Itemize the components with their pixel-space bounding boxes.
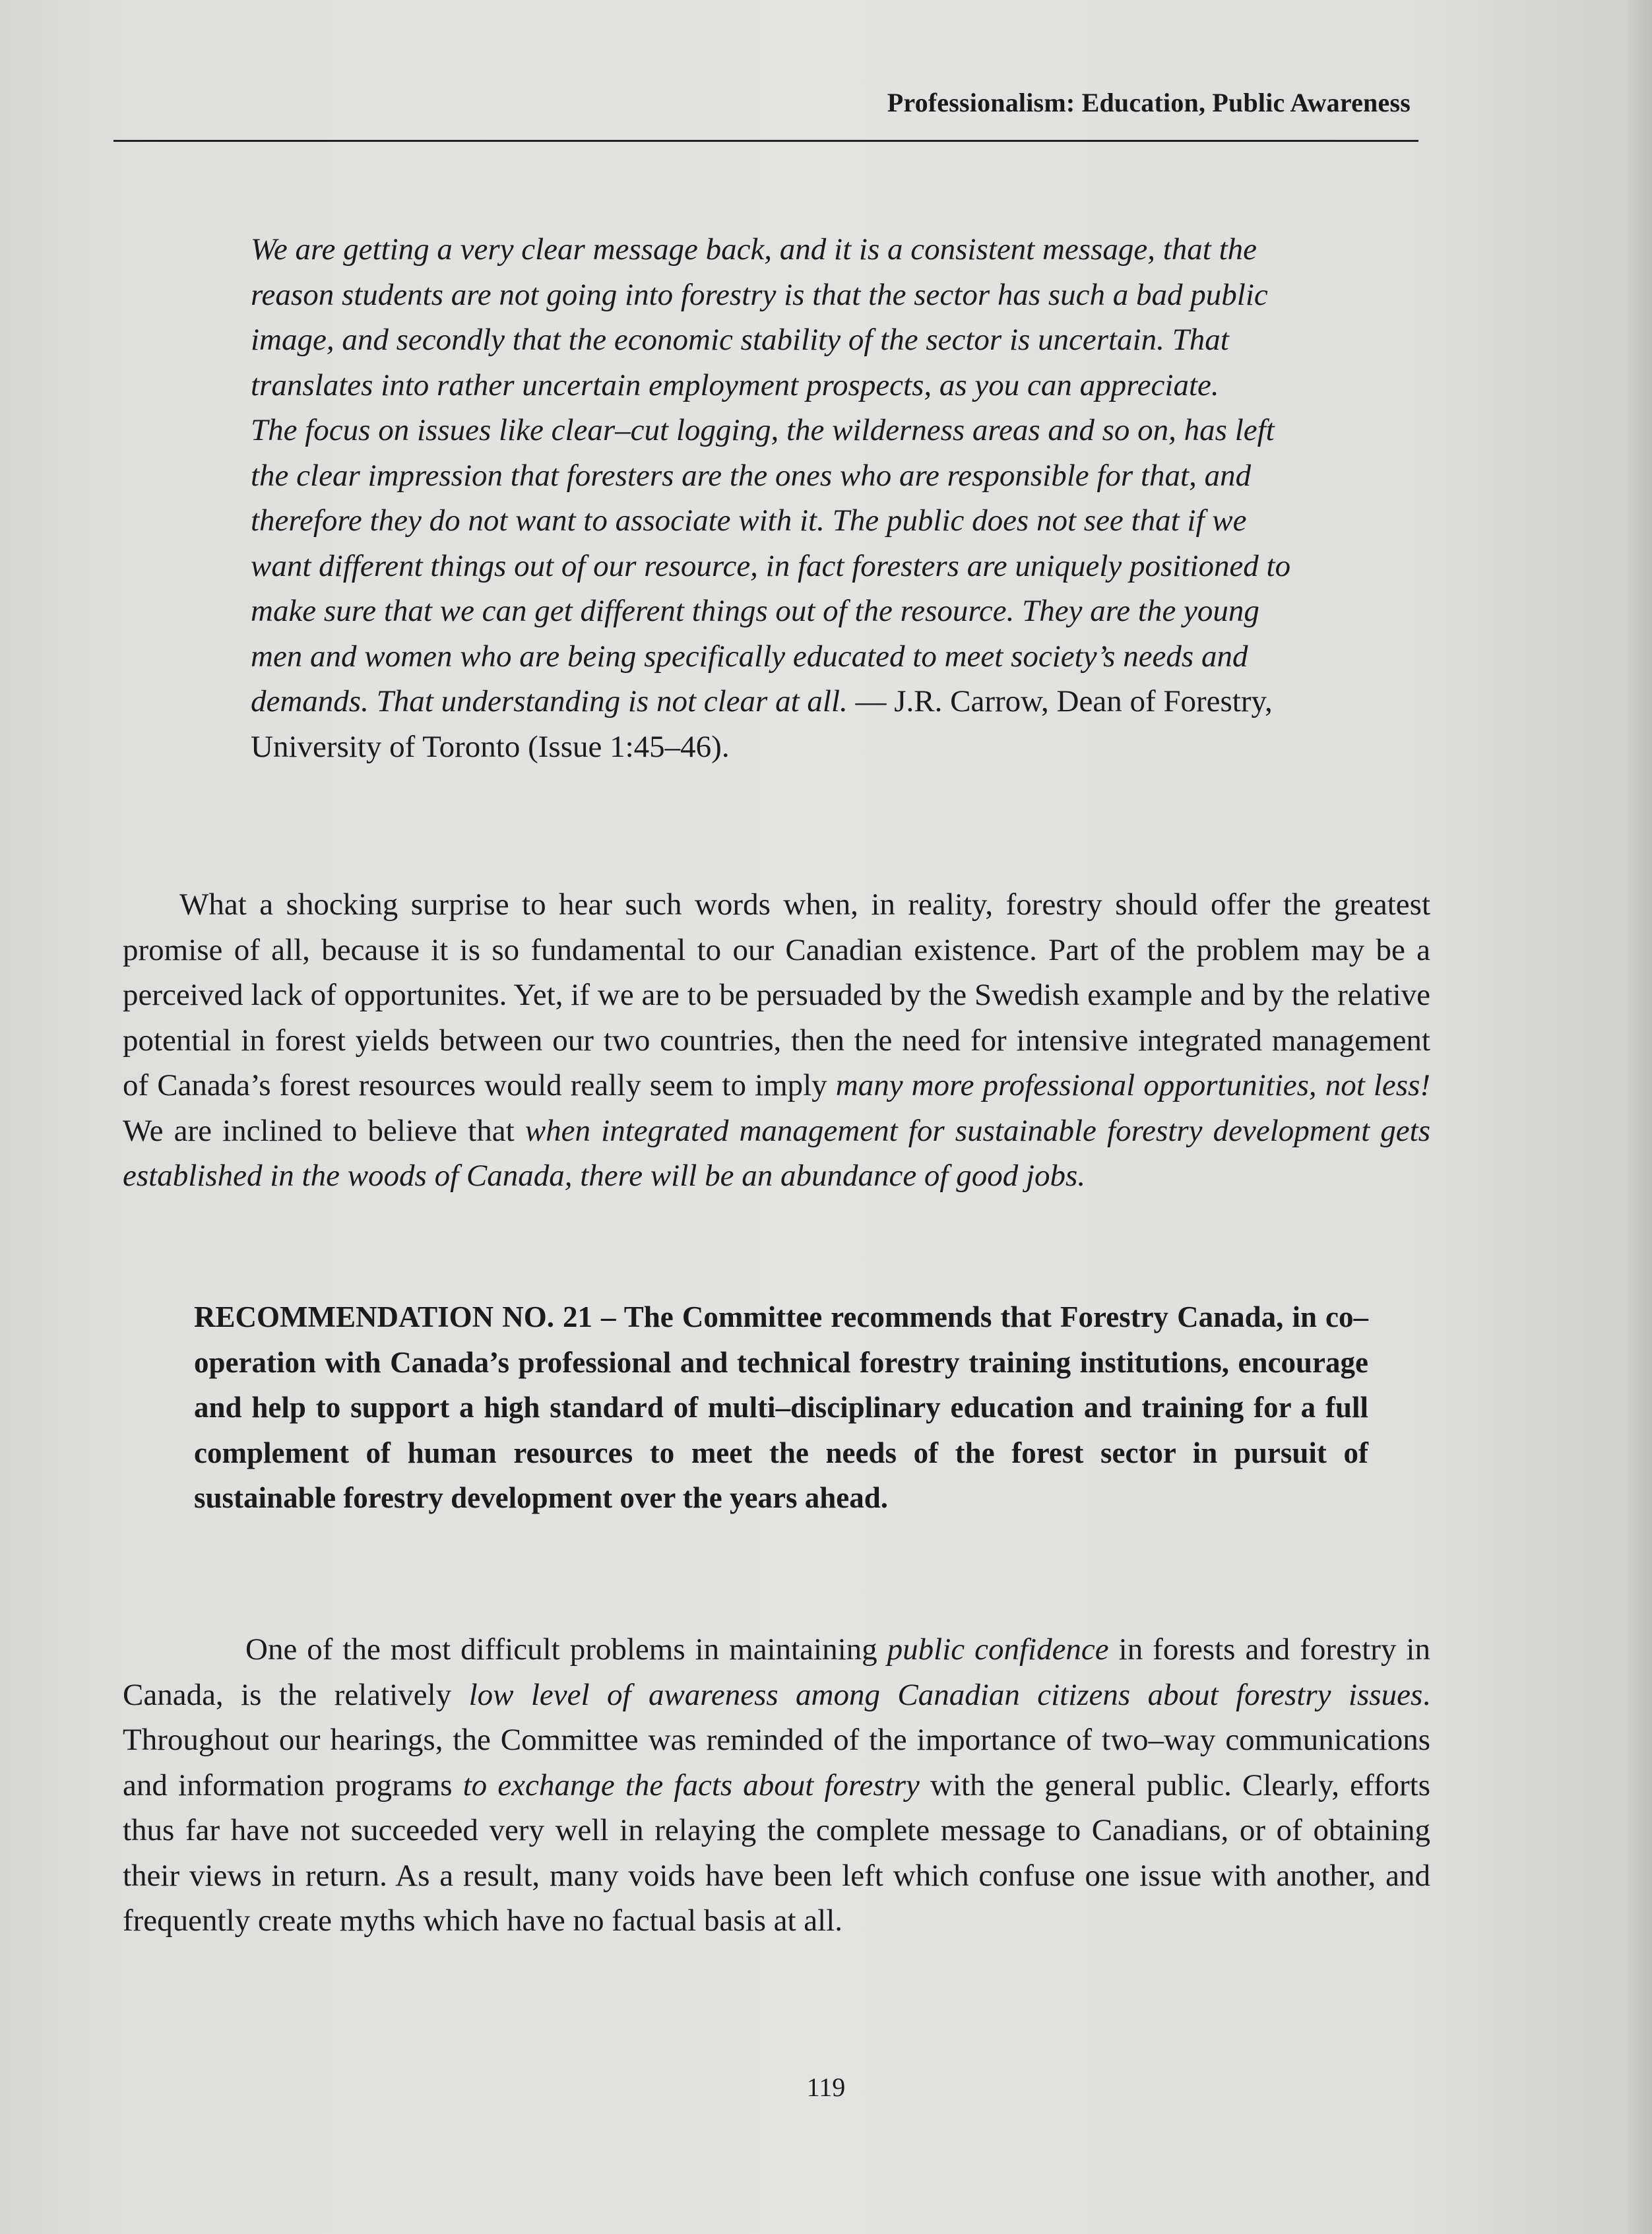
- quote-paragraph-1: We are getting a very clear message back, and it is a consistent message, that the reason students are not going into forestry is that the sector has such a bad public image, and secondly that the economic stability of the sector is uncertain. That translates into rather uncertain employment prospects, as you can appreciate.: [251, 232, 1268, 402]
- p1-text-2: We are inclined to believe that: [123, 1113, 525, 1148]
- recommendation-21: RECOMMENDATION NO. 21 – The Committee recommends that Forestry Canada, in co–operation with Canada’s professional and technical forestry training institutions, encourage and help to support a high standard of multi–disciplinary education and training for a full complement of human resources to meet the needs of the forest sector in pursuit of sustainable forestry development over the years ahead.: [194, 1300, 1368, 1514]
- block-quote: [251, 227, 1296, 769]
- p2-text-4: with the general public. Clearly, efforts thus far have not succeeded very well in relaying the complete message to Canadians, or of obtaining their views in return. As a result, many voids have been left which confuse one issue with another, and frequently create myths which have no factual basis at all.: [123, 1768, 1430, 1938]
- quote-attribution: — J.R. Carrow, Dean of Forestry, University of Toronto (Issue 1:45–46).: [251, 684, 1273, 764]
- p1-text-1: What a shocking surprise to hear such words when, in reality, forestry should offer the greatest promise of all, because it is so fundamental to our Canadian existence. Part of the problem may be a perceived lack of opportunites. Yet, if we are to be persuaded by the Swedish example and by the relative potential in forest yields between our two countries, then the need for intensive integrated management of Canada’s forest resources would really seem to imply: [123, 887, 1430, 1102]
- header-title: Professionalism: Education, Public Awareness: [887, 88, 1411, 117]
- p2-emphasis-1: public confidence: [887, 1632, 1109, 1667]
- p2-text-1: One of the most difficult problems in maintaining: [245, 1632, 887, 1667]
- page-edge-shadow: [1628, 0, 1652, 2234]
- running-header: [113, 84, 1418, 142]
- p1-emphasis-1: many more professional opportunities, not less!: [835, 1068, 1430, 1102]
- quote-paragraph-2-text: The focus on issues like clear–cut logging, the wilderness areas and so on, has left the clear impression that foresters are the ones who are responsible for that, and therefore they do not want to associate with it. The public does not see that if we want different things out of our resource, in fact foresters are uniquely positioned to make sure that we can get different things out of the resource. They are the young men and women who are being specifically educated to meet society’s needs and demands. That understanding is not clear at all.: [251, 413, 1291, 718]
- p2-emphasis-3: to exchange the facts about forestry: [462, 1768, 920, 1803]
- p1-emphasis-2: when integrated management for sustainable forestry development gets established in the woods of Canada, there will be an abundance of good jobs.: [123, 1113, 1430, 1193]
- p2-text-3: . Throughout our hearings, the Committee was reminded of the importance of two–way communications and information programs: [123, 1677, 1430, 1803]
- quote-paragraph-2: [251, 408, 1296, 769]
- p2-text-2: in forests and forestry in Canada, is the relatively: [123, 1632, 1430, 1712]
- body-paragraph-2: [123, 1627, 1430, 1944]
- page-number: 119: [806, 2072, 846, 2102]
- body-paragraph-1: [123, 882, 1430, 1199]
- p2-emphasis-2: low level of awareness among Canadian citizens about forestry issues: [468, 1677, 1423, 1712]
